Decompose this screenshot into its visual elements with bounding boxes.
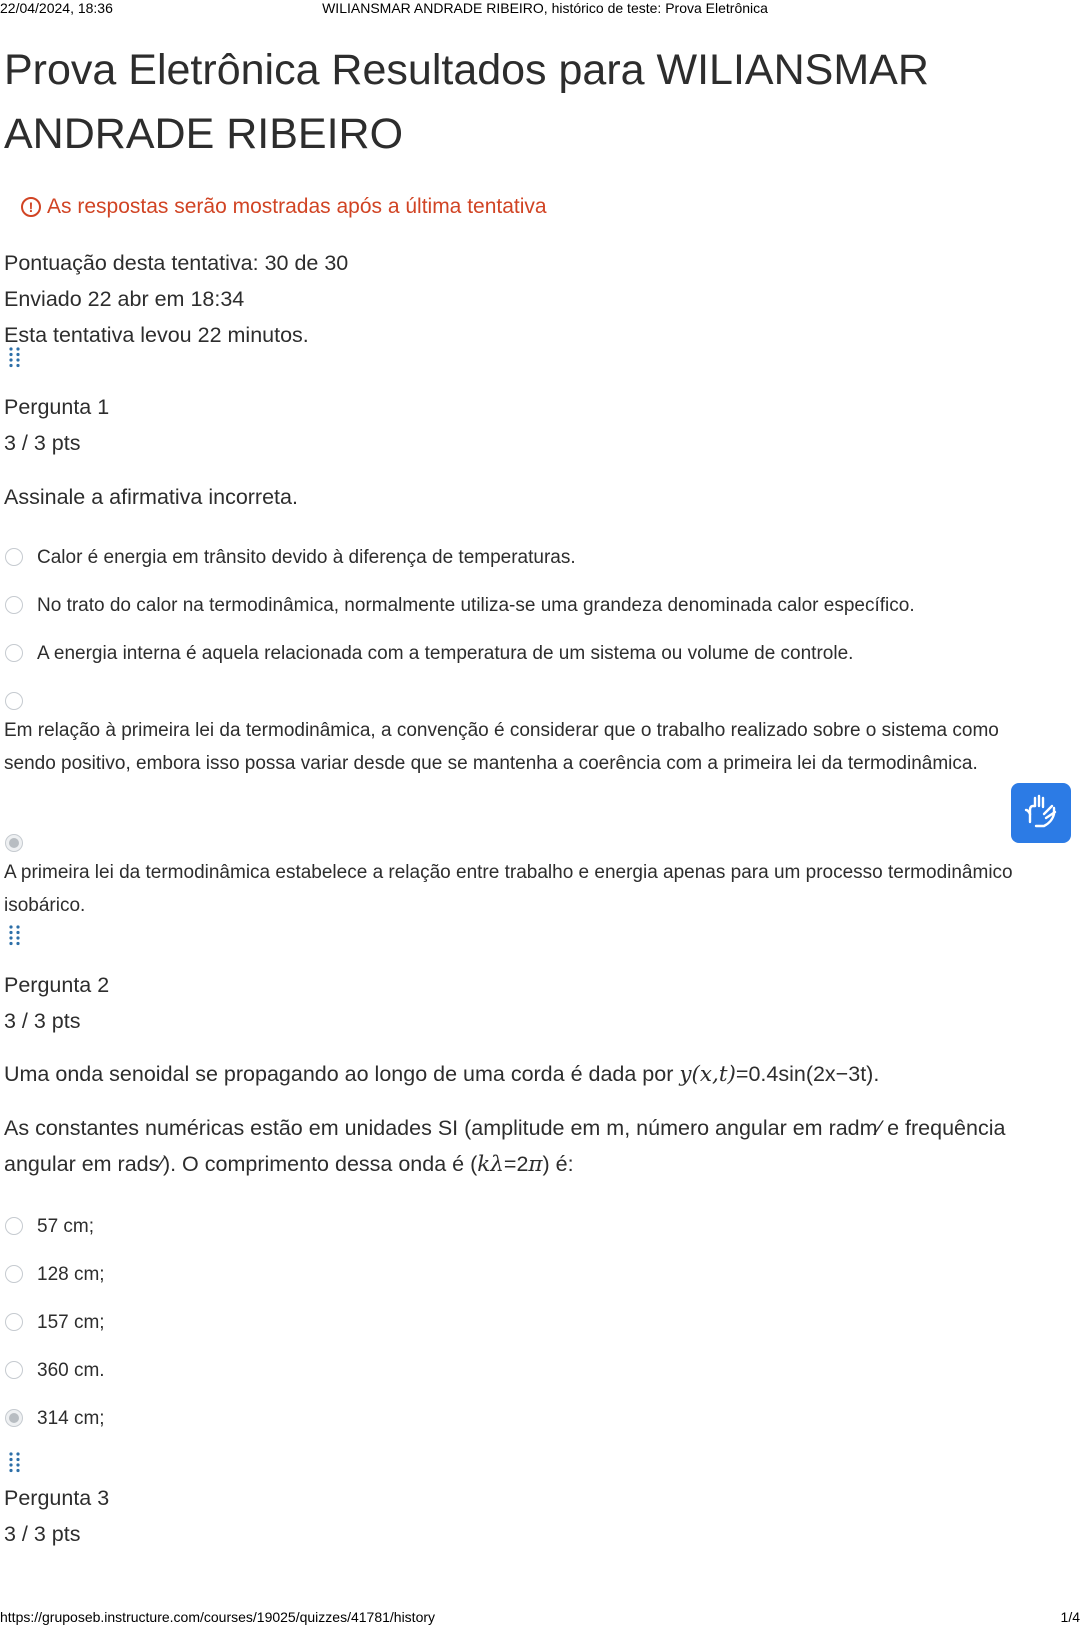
question-3-title: Pergunta 3	[4, 1486, 110, 1510]
sign-language-icon	[1022, 792, 1060, 835]
answer-radio[interactable]	[5, 1265, 23, 1283]
drag-grip-icon[interactable]	[8, 1451, 22, 1473]
question-2-text2-before: As constantes numéricas estão em unidades SI (amplitude em m, número angular em radm⁄ e frequência angular em rads⁄). O comprimento dessa onda é (	[4, 1116, 1006, 1176]
question-1-title: Pergunta 1	[4, 395, 110, 419]
question-2-text2-mid: =2	[503, 1152, 529, 1176]
question-2-text-line2	[4, 1110, 1054, 1183]
question-2-text-line1	[4, 1056, 1054, 1093]
answer-text: A primeira lei da termodinâmica estabelece a relação entre trabalho e energia apenas para um processo termodinâmico isobárico.	[4, 862, 1013, 916]
answer-radio[interactable]	[5, 1217, 23, 1235]
print-footer	[0, 1609, 1090, 1627]
question-1-text: Assinale a afirmativa incorreta.	[4, 485, 298, 509]
answers-hidden-alert	[21, 193, 547, 221]
answer-text: 360 cm.	[37, 1360, 105, 1381]
answer-text: 128 cm;	[37, 1264, 105, 1285]
question-2-formula: y(x,t)	[679, 1062, 736, 1087]
drag-grip-icon[interactable]	[8, 346, 22, 368]
answer-radio[interactable]	[5, 1313, 23, 1331]
question-2-formula-2: kλ	[477, 1152, 504, 1177]
alert-text: As respostas serão mostradas após a última tentativa	[47, 195, 547, 218]
question-2-points: 3 / 3 pts	[4, 1009, 81, 1033]
question-2-title: Pergunta 2	[4, 973, 110, 997]
print-header	[0, 0, 1090, 18]
answer-text: Calor é energia em trânsito devido à diferença de temperaturas.	[37, 547, 576, 568]
print-document-title: WILIANSMAR ANDRADE RIBEIRO, histórico de teste: Prova Eletrônica	[322, 0, 768, 16]
question-1-points: 3 / 3 pts	[4, 431, 81, 455]
question-2-text2-after: ) é:	[542, 1152, 574, 1176]
answer-text: A energia interna é aquela relacionada com a temperatura de um sistema ou volume de controle.	[37, 643, 854, 664]
attempt-summary	[4, 245, 348, 353]
answer-radio-selected[interactable]	[5, 834, 23, 852]
question-2-pi: π	[528, 1152, 543, 1177]
answer-radio[interactable]	[5, 692, 23, 710]
question-3-points: 3 / 3 pts	[4, 1522, 81, 1546]
answer-radio[interactable]	[5, 596, 23, 614]
answer-radio[interactable]	[5, 644, 23, 662]
answer-text: 57 cm;	[37, 1216, 95, 1237]
print-date: 22/04/2024, 18:36	[0, 0, 113, 16]
answer-text: 157 cm;	[37, 1312, 105, 1333]
print-page-number: 1/4	[1060, 1609, 1080, 1625]
answer-radio[interactable]	[5, 1361, 23, 1379]
attempt-duration: Esta tentativa levou 22 minutos.	[4, 323, 309, 347]
page-title: Prova Eletrônica Resultados para WILIANSMAR ANDRADE RIBEIRO	[4, 46, 929, 158]
answer-radio-selected[interactable]	[5, 1409, 23, 1427]
answer-text: Em relação à primeira lei da termodinâmica, a convenção é considerar que o trabalho realizado sobre o sistema como sendo positivo, embora isso possa variar desde que se mantenha a coerência com a primeira lei da termodinâmica.	[4, 720, 999, 774]
print-url: https://gruposeb.instructure.com/courses/19025/quizzes/41781/history	[0, 1609, 436, 1625]
attempt-score: Pontuação desta tentativa: 30 de 30	[4, 251, 349, 275]
attempt-submitted: Enviado 22 abr em 18:34	[4, 287, 245, 311]
exclamation-circle-icon: !	[21, 197, 41, 217]
answer-text: 314 cm;	[37, 1408, 105, 1429]
question-2-text-after: =0.4sin(2x−3t).	[735, 1062, 880, 1086]
answer-text: No trato do calor na termodinâmica, normalmente utiliza-se uma grandeza denominada calor específico.	[37, 595, 915, 616]
answer-radio[interactable]	[5, 548, 23, 566]
question-2-text-before: Uma onda senoidal se propagando ao longo de uma corda é dada por	[4, 1062, 680, 1086]
sign-language-button[interactable]	[1011, 783, 1071, 843]
drag-grip-icon[interactable]	[8, 924, 22, 946]
